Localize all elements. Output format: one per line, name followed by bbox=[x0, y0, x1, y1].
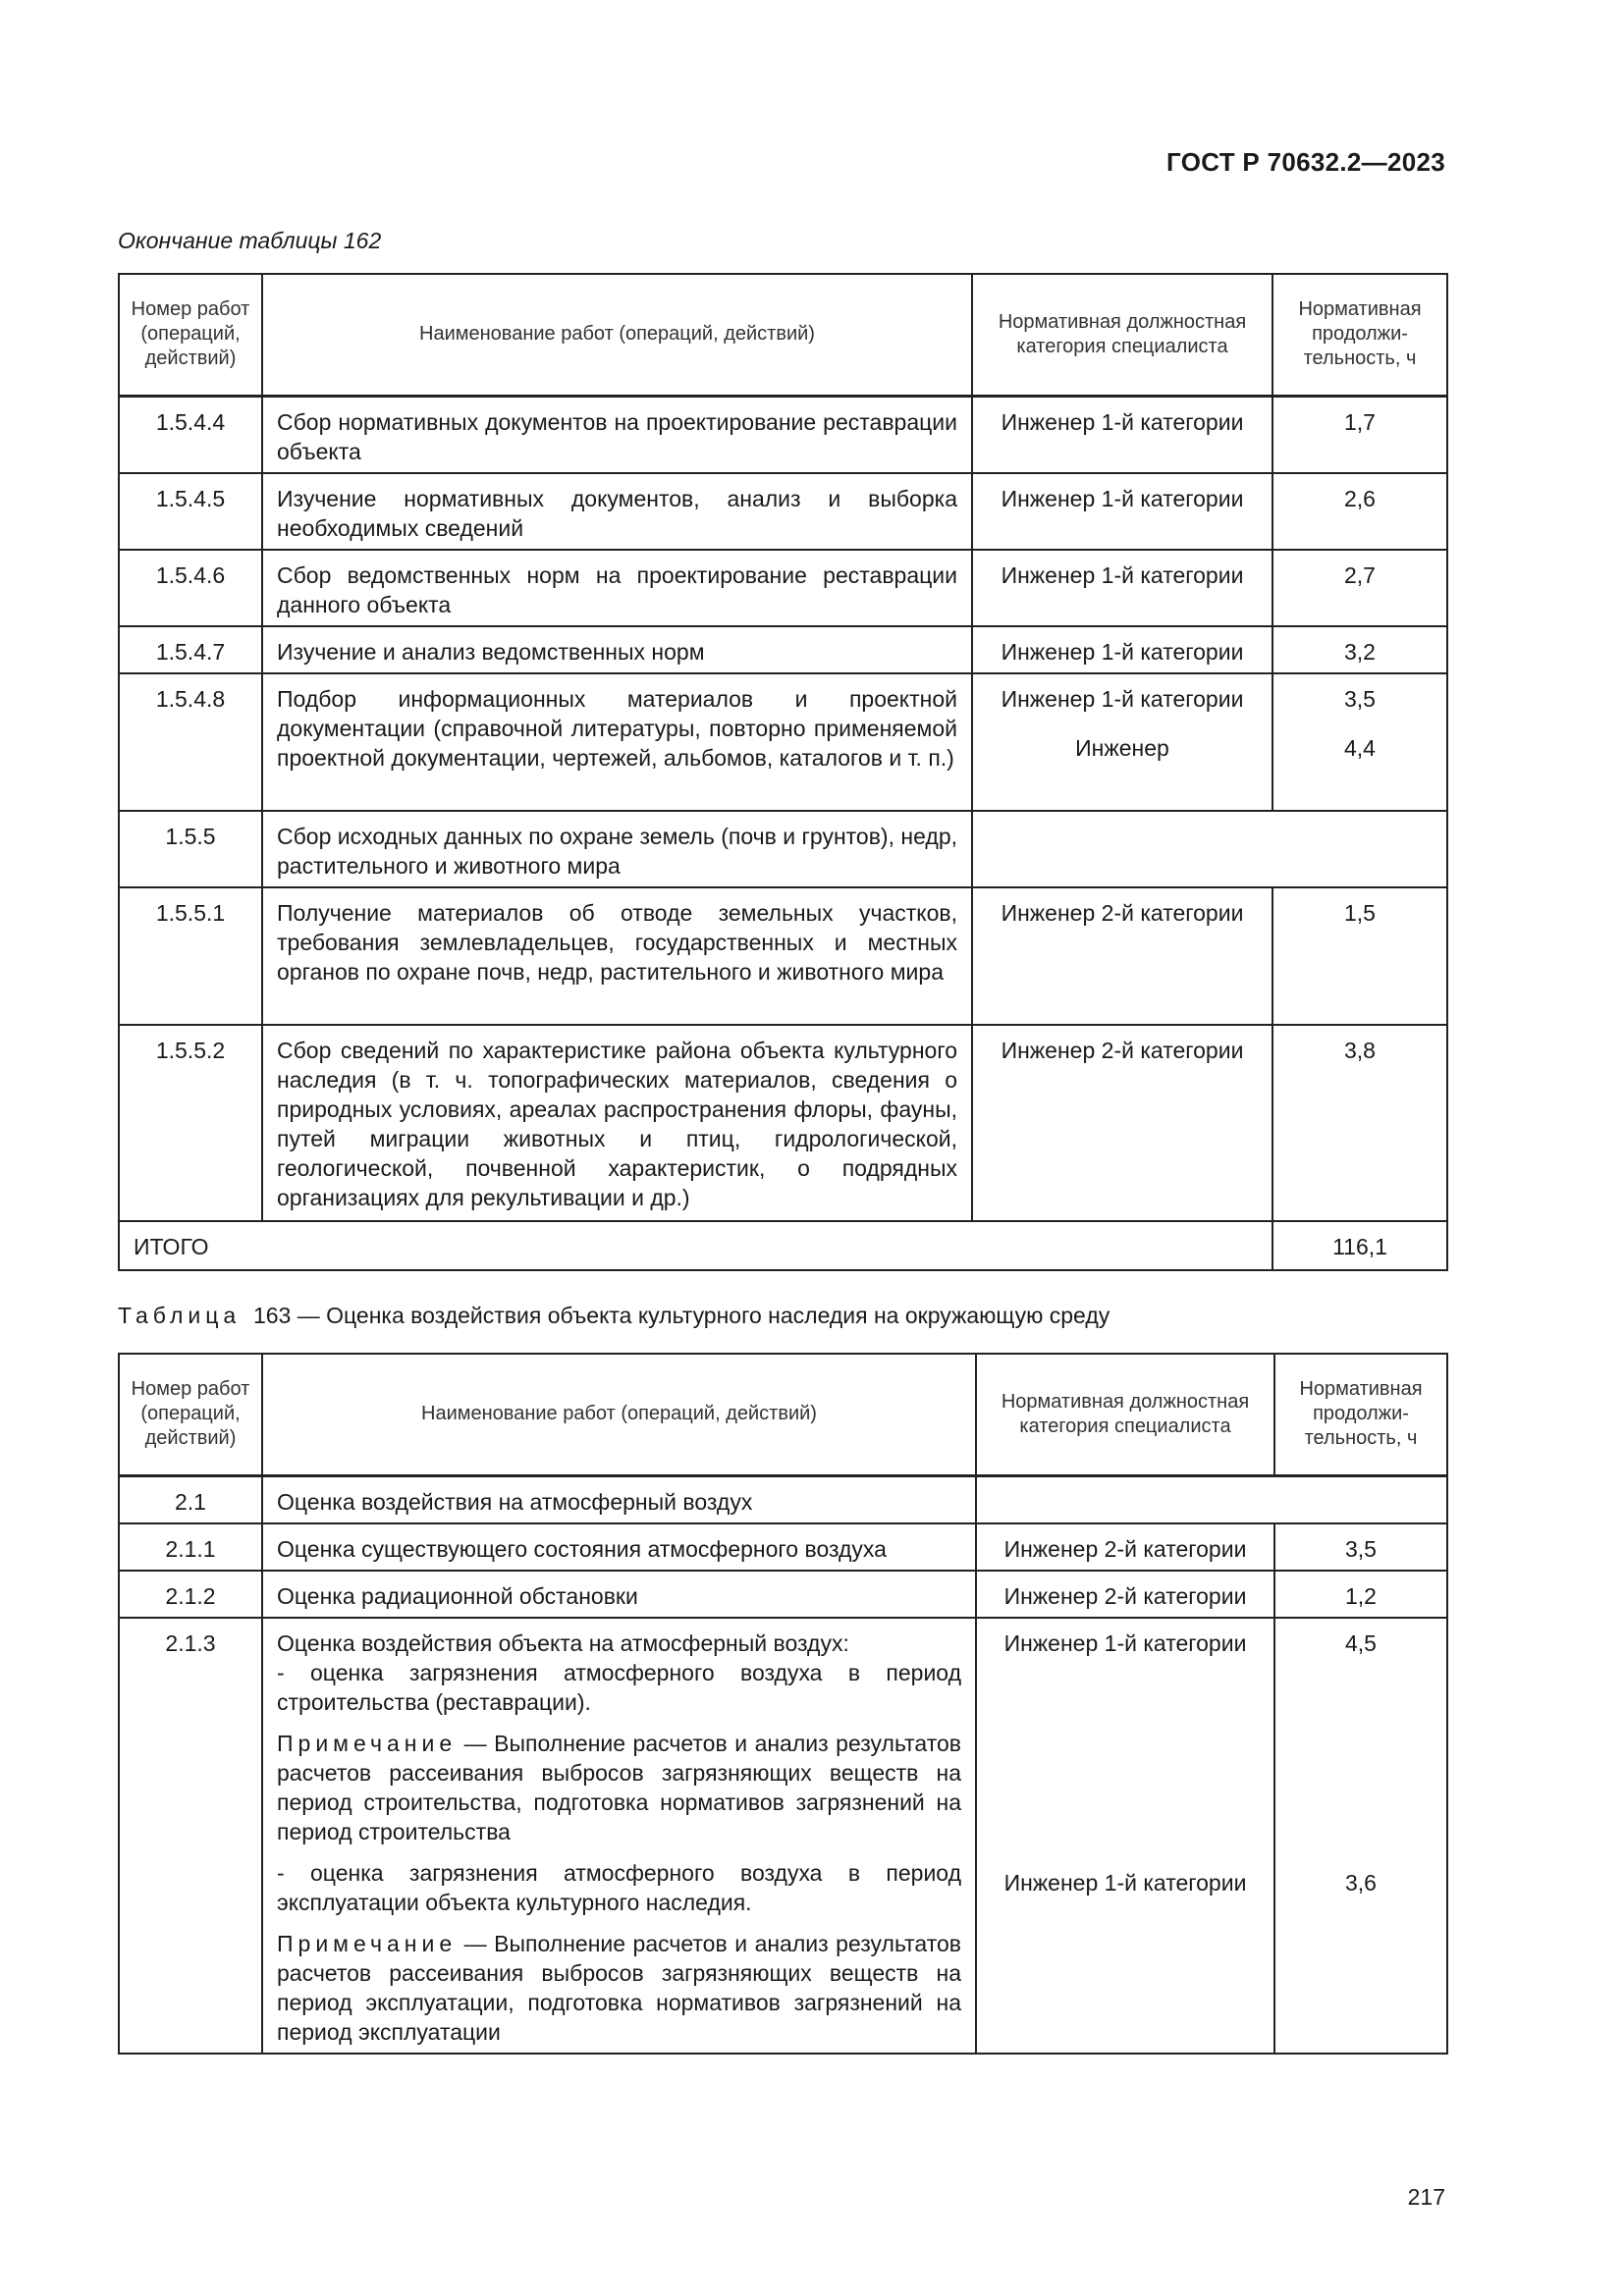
empty-merged-cell bbox=[976, 1475, 1447, 1523]
work-name-line: Оценка воздействия объекта на атмосферный воздух: bbox=[277, 1629, 849, 1656]
document-code: ГОСТ Р 70632.2—2023 bbox=[1166, 147, 1445, 177]
work-name: Оценка радиационной обстановки bbox=[262, 1571, 976, 1618]
work-name: Оценка воздействия на атмосферный воздух bbox=[262, 1475, 976, 1523]
work-number: 1.5.4.7 bbox=[119, 626, 262, 673]
work-number: 2.1.3 bbox=[119, 1618, 262, 2054]
col-header-duration: Нормативная продолжи-тельность, ч bbox=[1272, 274, 1447, 396]
hours-line: 3,6 bbox=[1345, 1869, 1377, 1896]
table-row bbox=[119, 673, 1447, 811]
category-line: Инженер bbox=[1075, 734, 1169, 761]
col-header-category: Нормативная должностная категория специалиста bbox=[972, 274, 1272, 396]
table-total-row bbox=[119, 1221, 1447, 1270]
specialist-category: Инженер 1-й категории bbox=[972, 396, 1272, 473]
table-continuation-label: Окончание таблицы 162 bbox=[118, 228, 382, 253]
page-number: 217 bbox=[1407, 2184, 1445, 2210]
work-name: Сбор сведений по характеристике района объекта культурного наследия (в т. ч. топографических материалов, сведения о природных условиях, ареалах распространения флоры, фауны, путей миграции животных и птиц, гидрологической, геологической, почвенной характеристик, о подрядных организациях для рекультивации и др.) bbox=[262, 1025, 972, 1221]
work-number: 2.1 bbox=[119, 1475, 262, 1523]
col-header-name: Наименование работ (операций, действий) bbox=[262, 1354, 976, 1475]
category-line: Инженер 1-й категории bbox=[1003, 1869, 1247, 1896]
note-text: — Выполнение расчетов и анализ результатов расчетов рассеивания выбросов загрязняющих веществ на период строительства, подготовка нормативов загрязнений на период строительства bbox=[277, 1730, 961, 1844]
work-name: Сбор ведомственных норм на проектирование реставрации данного объекта bbox=[262, 550, 972, 626]
note-label: Примечание bbox=[277, 1930, 458, 1956]
duration-hours: 2,7 bbox=[1272, 550, 1447, 626]
table-row bbox=[119, 1618, 1447, 2054]
table-row bbox=[119, 1025, 1447, 1221]
category-line: Инженер 1-й категории bbox=[1001, 685, 1244, 712]
work-number: 1.5.4.6 bbox=[119, 550, 262, 626]
work-number: 1.5.5.2 bbox=[119, 1025, 262, 1221]
work-number: 1.5.5 bbox=[119, 811, 262, 887]
note-label: Примечание bbox=[277, 1730, 458, 1756]
table-163 bbox=[118, 1353, 1448, 2055]
table-163-caption bbox=[118, 1303, 1110, 1329]
work-number: 2.1.1 bbox=[119, 1523, 262, 1571]
caption-text: 163 — Оценка воздействия объекта культурного наследия на окружающую среду bbox=[252, 1303, 1110, 1328]
duration-hours bbox=[1272, 673, 1447, 811]
work-name: Сбор исходных данных по охране земель (почв и грунтов), недр, растительного и животного мира bbox=[262, 811, 972, 887]
duration-hours: 2,6 bbox=[1272, 473, 1447, 550]
col-header-number: Номер работ (операций, действий) bbox=[119, 1354, 262, 1475]
empty-merged-cell bbox=[972, 811, 1447, 887]
hours-line: 4,4 bbox=[1344, 734, 1376, 761]
col-header-category: Нормативная должностная категория специалиста bbox=[976, 1354, 1274, 1475]
table-row bbox=[119, 1523, 1447, 1571]
hours-line: 4,5 bbox=[1345, 1629, 1377, 1656]
specialist-category: Инженер 2-й категории bbox=[976, 1571, 1274, 1618]
work-name: Оценка существующего состояния атмосферного воздуха bbox=[262, 1523, 976, 1571]
table-row bbox=[119, 626, 1447, 673]
table-row bbox=[119, 550, 1447, 626]
note bbox=[277, 1929, 961, 2047]
duration-hours bbox=[1274, 1618, 1447, 2054]
table-162 bbox=[118, 273, 1448, 1271]
table-row bbox=[119, 887, 1447, 1025]
table-row bbox=[119, 1571, 1447, 1618]
specialist-category: Инженер 2-й категории bbox=[972, 887, 1272, 1025]
work-name: Сбор нормативных документов на проектирование реставрации объекта bbox=[262, 396, 972, 473]
work-subitem: - оценка загрязнения атмосферного воздуха в период эксплуатации объекта культурного наследия. bbox=[277, 1859, 961, 1915]
specialist-category bbox=[976, 1618, 1274, 2054]
work-number: 1.5.4.8 bbox=[119, 673, 262, 811]
work-name: Получение материалов об отводе земельных участков, требования землевладельцев, государственных и местных органов по охране почв, недр, растительного и животного мира bbox=[262, 887, 972, 1025]
work-name: Изучение и анализ ведомственных норм bbox=[262, 626, 972, 673]
duration-hours: 3,2 bbox=[1272, 626, 1447, 673]
specialist-category: Инженер 1-й категории bbox=[972, 550, 1272, 626]
total-label: ИТОГО bbox=[119, 1221, 1272, 1270]
duration-hours: 1,7 bbox=[1272, 396, 1447, 473]
note bbox=[277, 1729, 961, 1846]
table-row bbox=[119, 396, 1447, 473]
category-line: Инженер 1-й категории bbox=[1003, 1629, 1247, 1656]
work-name: Изучение нормативных документов, анализ и выборка необходимых сведений bbox=[262, 473, 972, 550]
duration-hours: 1,5 bbox=[1272, 887, 1447, 1025]
specialist-category: Инженер 1-й категории bbox=[972, 626, 1272, 673]
table-row bbox=[119, 473, 1447, 550]
col-header-name: Наименование работ (операций, действий) bbox=[262, 274, 972, 396]
work-name: Подбор информационных материалов и проектной документации (справочной литературы, повторно применяемой проектной документации, чертежей, альбомов, каталогов и т. п.) bbox=[262, 673, 972, 811]
note-text: — Выполнение расчетов и анализ результатов расчетов рассеивания выбросов загрязняющих веществ на период эксплуатации, подготовка нормативов загрязнений на период эксплуатации bbox=[277, 1930, 961, 2045]
table-header-row bbox=[119, 1354, 1447, 1475]
work-name bbox=[262, 1618, 976, 2054]
total-hours: 116,1 bbox=[1272, 1221, 1447, 1270]
table-row-section bbox=[119, 811, 1447, 887]
table-row-section bbox=[119, 1475, 1447, 1523]
specialist-category: Инженер 2-й категории bbox=[972, 1025, 1272, 1221]
work-subitem: - оценка загрязнения атмосферного воздуха в период строительства (реставрации). bbox=[277, 1659, 961, 1715]
work-number: 1.5.4.4 bbox=[119, 396, 262, 473]
col-header-duration: Нормативная продолжи-тельность, ч bbox=[1274, 1354, 1447, 1475]
specialist-category bbox=[972, 673, 1272, 811]
work-number: 1.5.5.1 bbox=[119, 887, 262, 1025]
hours-line: 3,5 bbox=[1344, 685, 1376, 712]
specialist-category: Инженер 1-й категории bbox=[972, 473, 1272, 550]
work-number: 1.5.4.5 bbox=[119, 473, 262, 550]
duration-hours: 3,5 bbox=[1274, 1523, 1447, 1571]
duration-hours: 3,8 bbox=[1272, 1025, 1447, 1221]
caption-word: Таблица bbox=[118, 1303, 242, 1328]
specialist-category: Инженер 2-й категории bbox=[976, 1523, 1274, 1571]
table-header-row bbox=[119, 274, 1447, 396]
work-number: 2.1.2 bbox=[119, 1571, 262, 1618]
col-header-number: Номер работ (операций, действий) bbox=[119, 274, 262, 396]
duration-hours: 1,2 bbox=[1274, 1571, 1447, 1618]
